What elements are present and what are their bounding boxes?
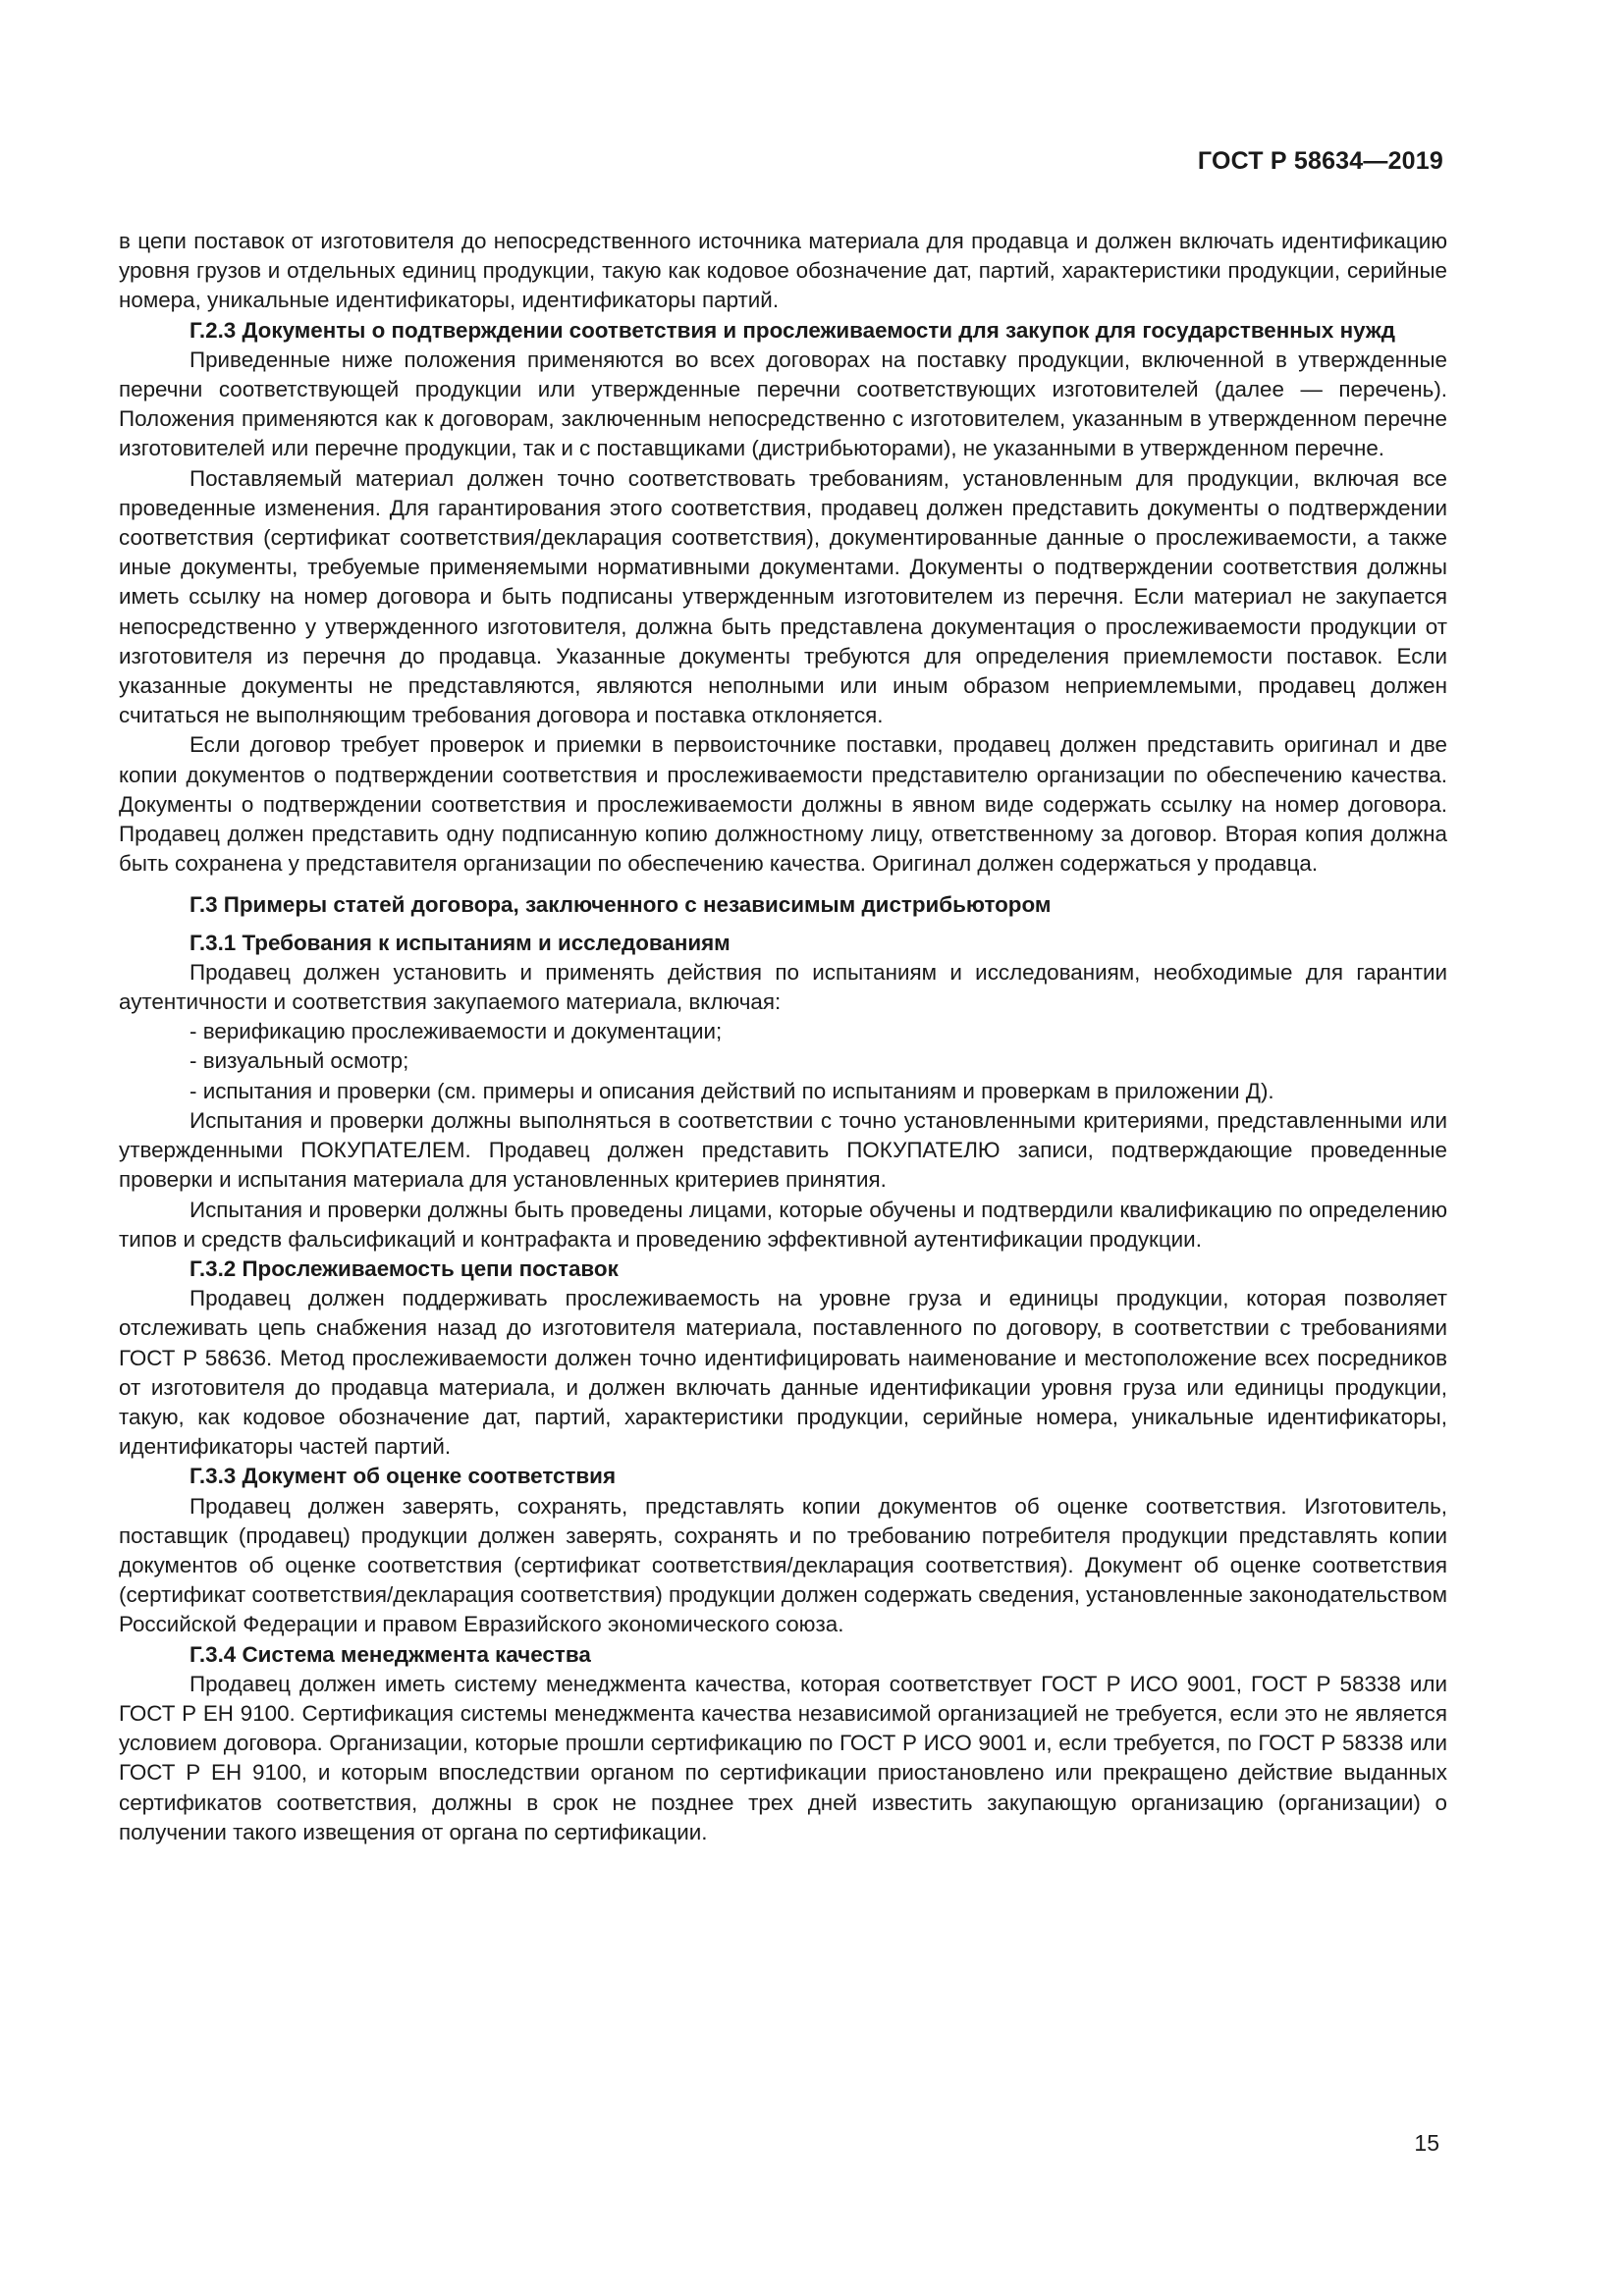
paragraph: Продавец должен установить и применять действия по испытаниям и исследованиям, необходимые для гарантии аутентичности и соответствия закупаемого материала, включая: bbox=[119, 959, 1447, 1015]
document-body bbox=[119, 227, 1447, 1847]
paragraph: Продавец должен иметь систему менеджмента качества, которая соответствует ГОСТ Р ИСО 9001, ГОСТ Р 58338 или ГОСТ Р ЕН 9100. Сертификация системы менеджмента качества независимой организацией не требуется, если это не является условием договора. Организации, которые прошли сертификацию по ГОСТ Р ИСО 9001 и, если требуется, по ГОСТ Р 58338 или ГОСТ Р ЕН 9100, и которым впоследствии органом по сертификации приостановлено или прекращено действие выданных сертификатов соответствия, должны в срок не позднее трех дней известить закупающую организацию (организации) о получении такого извещения от органа по сертификации. bbox=[119, 1671, 1447, 1844]
list-item: - визуальный осмотр; bbox=[119, 1046, 1447, 1076]
paragraph: Продавец должен поддерживать прослеживаемость на уровне груза и единицы продукции, которая позволяет отслеживать цепь снабжения назад до изготовителя материала, поставленного по договору, в соответствии с требованиями ГОСТ Р 58636. Метод прослеживаемости должен точно идентифицировать наименование и местоположение всех посредников от изготовителя до продавца материала, и должен включать данные идентификации уровня груза или единицы продукции, такую, как кодовое обозначение дат, партий, характеристики продукции, серийные номера, уникальные идентификаторы, идентификаторы частей партий. bbox=[119, 1286, 1447, 1460]
section-heading-g31: Г.3.1 Требования к испытаниям и исследованиям bbox=[189, 930, 731, 955]
section-heading-g3: Г.3 Примеры статей договора, заключенного с независимым дистрибьютором bbox=[189, 892, 1052, 918]
section-heading-g23: Г.2.3 Документы о подтверждении соответствия и прослеживаемости для закупок для государственных нужд bbox=[189, 317, 1395, 343]
section-heading-g33: Г.3.3 Документ об оценке соответствия bbox=[189, 1464, 617, 1489]
paragraph: Поставляемый материал должен точно соответствовать требованиям, установленным для продукции, включая все проведенные изменения. Для гарантирования этого соответствия, продавец должен представить документы о подтверждении соответствия (сертификат соответствия/декларация соответствия), документированные данные о прослеживаемости, а также иные документы, требуемые применяемыми нормативными документами. Документы о подтверждении соответствия должны иметь ссылку на номер договора и быть подписаны утвержденным изготовителем из перечня. Если материал не закупается непосредственно у утвержденного изготовителя, должна быть представлена документация о прослеживаемости продукции от изготовителя из перечня до продавца. Указанные документы требуются для определения приемлемости поставок. Если указанные документы не представляются, являются неполными или иным образом неприемлемыми, продавец должен считаться не выполняющим требования договора и поставка отклоняется. bbox=[119, 465, 1447, 728]
paragraph: в цепи поставок от изготовителя до непосредственного источника материала для продавца и должен включать идентификацию уровня грузов и отдельных единиц продукции, такую как кодовое обозначение дат, партий, характеристики продукции, серийные номера, уникальные идентификаторы, идентификаторы партий. bbox=[119, 229, 1447, 313]
list-item: - верификацию прослеживаемости и документации; bbox=[119, 1017, 1447, 1046]
list-item: - испытания и проверки (см. примеры и описания действий по испытаниям и проверкам в приложении Д). bbox=[119, 1077, 1447, 1106]
paragraph: Продавец должен заверять, сохранять, представлять копии документов об оценке соответствия. Изготовитель, поставщик (продавец) продукции должен заверять, сохранять и по требованию потребителя продукции представлять копии документов об оценке соответствия (сертификат соответствия/декларация соответствия). Документ об оценке соответствия (сертификат соответствия/декларация соответствия) продукции должен содержать сведения, установленные законодательством Российской Федерации и правом Евразийского экономического союза. bbox=[119, 1493, 1447, 1637]
section-heading-g32: Г.3.2 Прослеживаемость цепи поставок bbox=[189, 1255, 619, 1281]
requirements-list bbox=[119, 1017, 1447, 1106]
paragraph: Испытания и проверки должны быть проведены лицами, которые обучены и подтвердили квалификацию по определению типов и средств фальсификаций и контрафакта и проведению эффективной аутентификации продукции. bbox=[119, 1197, 1447, 1252]
section-heading-g34: Г.3.4 Система менеджмента качества bbox=[189, 1641, 591, 1667]
paragraph: Если договор требует проверок и приемки в первоисточнике поставки, продавец должен представить оригинал и две копии документов о подтверждении соответствия и прослеживаемости представителю организации по обеспечению качества. Документы о подтверждении соответствия и прослеживаемости должны в явном виде содержать ссылку на номер договора. Продавец должен представить одну подписанную копию должностному лицу, ответственному за договор. Вторая копия должна быть сохранена у представителя организации по обеспечению качества. Оригинал должен содержаться у продавца. bbox=[119, 732, 1447, 877]
document-header: ГОСТ Р 58634—2019 bbox=[1197, 147, 1443, 175]
page-number: 15 bbox=[1414, 2130, 1439, 2156]
paragraph: Приведенные ниже положения применяются во всех договорах на поставку продукции, включенной в утвержденные перечни соответствующей продукции или утвержденные перечни соответствующих изготовителей (далее — перечень). Положения применяются как к договорам, заключенным непосредственно с изготовителем, указанным в утвержденном перечне изготовителей или перечне продукции, так и с поставщиками (дистрибьюторами), не указанными в утвержденном перечне. bbox=[119, 347, 1447, 461]
paragraph: Испытания и проверки должны выполняться в соответствии с точно установленными критериями, представленными или утвержденными ПОКУПАТЕЛЕМ. Продавец должен представить ПОКУПАТЕЛЮ записи, подтверждающие проведенные проверки и испытания материала для установленных критериев принятия. bbox=[119, 1107, 1447, 1193]
